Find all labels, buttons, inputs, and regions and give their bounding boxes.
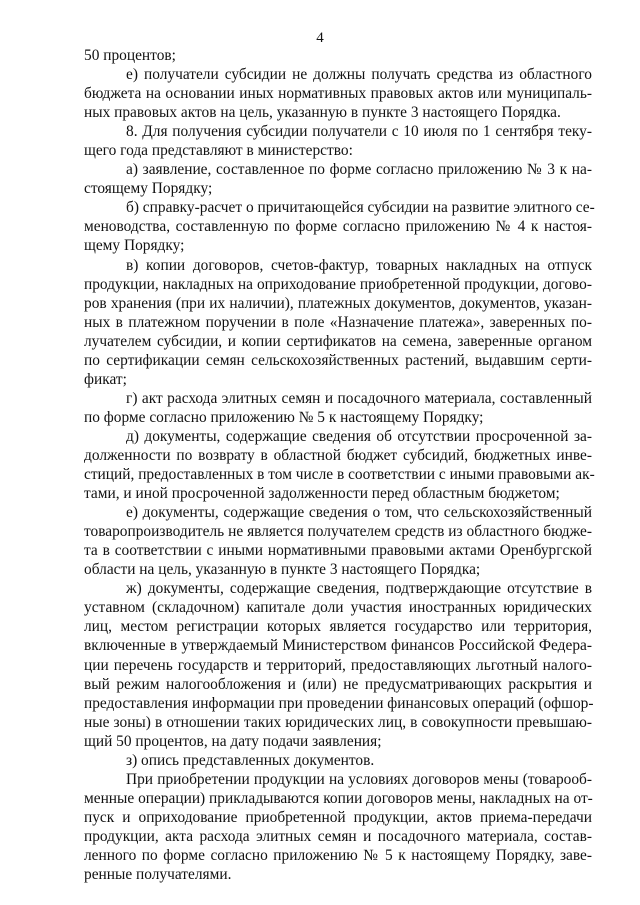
text-line: При приобретении продукции на условиях договоров мены (товарооб- (126, 770, 592, 788)
text-line: меноводства, составленную по форме согласно приложению № 4 к настоя- (84, 218, 592, 236)
text-line: уставном (складочном) капитале доли участия иностранных юридических (84, 599, 592, 617)
text-line: 50 процентов; (84, 47, 176, 64)
text-line: в) копии договоров, счетов-фактур, товарных накладных на отпуск (126, 256, 592, 274)
text-line: по форме согласно приложению № 5 к настоящему Порядку; (84, 408, 484, 426)
text-line: та в соответствии с иными нормативными правовыми актами Оренбургской (84, 542, 592, 560)
text-line: г) акт расхода элитных семян и посадочного материала, составленный (126, 389, 592, 407)
text-line: стиций, предоставленных в том числе в соответствии с иными правовыми ак- (84, 466, 595, 484)
text-line: бюджета на основании иных нормативных правовых актов или муниципаль- (84, 85, 592, 103)
text-line: ров хранения (при их наличии), платежных документов, документов, указан- (84, 294, 592, 312)
text-line: щему Порядку; (84, 237, 185, 255)
text-line: ж) документы, содержащие сведения, подтверждающие отсутствие в (126, 580, 592, 598)
text-line: области на цель, указанную в пункте 3 настоящего Порядка; (84, 561, 481, 579)
text-line: лиц, местом регистрации которых является государство или территория, (84, 618, 592, 636)
text-line: продукции, накладных на оприходование приобретенной продукции, догово- (84, 275, 592, 293)
paragraph (84, 579, 592, 750)
text-line: фикат; (84, 370, 127, 388)
text-line: вый режим налогообложения и (или) не предусматривающих раскрытия и (84, 675, 592, 693)
text-line: 8. Для получения субсидии получатели с 10 июля по 1 сентября теку- (126, 123, 592, 141)
text-line: з) опись представленных документов. (126, 751, 375, 769)
text-line: по сертификации семян сельскохозяйственных растений, выдавшим серти- (84, 351, 592, 369)
paragraph (84, 503, 592, 579)
text-line: тами, и иной просроченной задолженности перед областным бюджетом; (84, 485, 560, 503)
text-line: щего года представляют в министерство: (84, 142, 353, 160)
text-line: ных правовых актов на цель, указанную в пункте 3 настоящего Порядка. (84, 104, 561, 122)
text-line: стоящему Порядку; (84, 180, 213, 198)
page-number: 4 (316, 30, 324, 46)
text-line: ных в платежном поручении в поле «Назначение платежа», заверенных по- (84, 313, 592, 331)
paragraph (84, 46, 592, 65)
text-line: пуск и оприходование приобретенной продукции, актов приема-передачи (84, 808, 592, 826)
text-line: продукции, акта расхода элитных семян и посадочного материала, состав- (84, 827, 592, 845)
text-line: лучателем субсидии, и копии сертификатов на семена, заверенные органом (84, 332, 592, 350)
text-line: б) справку-расчет о причитающейся субсидии на развитие элитного се- (126, 199, 595, 217)
paragraph (84, 122, 592, 160)
paragraph (84, 770, 592, 884)
paragraph (84, 160, 592, 198)
paragraph (84, 751, 592, 770)
text-line: е) документы, содержащие сведения о том, что сельскохозяйственный (126, 504, 592, 522)
text-line: предоставления информации при проведении финансовых операций (офшор- (84, 694, 594, 712)
paragraph (84, 256, 592, 389)
text-line: товаропроизводитель не является получателем средств из областного бюдже- (84, 523, 592, 541)
text-line: включенные в утверждаемый Министерством финансов Российской Федера- (84, 637, 592, 655)
document-body (84, 46, 595, 884)
text-line: щий 50 процентов, на дату подачи заявления; (84, 732, 382, 750)
paragraph (84, 65, 592, 122)
paragraph (84, 198, 595, 255)
text-line: ции перечень государств и территорий, предоставляющих льготный налого- (84, 656, 592, 674)
text-line: ренные получателями. (84, 866, 232, 884)
text-line: долженности по возврату в областной бюджет субсидий, бюджетных инве- (84, 446, 592, 464)
text-line: ленного по форме согласно приложению № 5 к настоящему Порядку, заве- (84, 846, 592, 864)
text-line: менные операции) прикладываются копии договоров мены, накладных на от- (84, 789, 593, 807)
text-line: е) получатели субсидии не должны получать средства из областного (126, 66, 592, 84)
paragraph (84, 389, 592, 427)
text-line: д) документы, содержащие сведения об отсутствии просроченной за- (126, 427, 592, 445)
text-line: а) заявление, составленное по форме согласно приложению № 3 к на- (126, 161, 592, 179)
paragraph (84, 427, 595, 503)
text-line: ные зоны) в отношении таких юридических лиц, в совокупности превышаю- (84, 713, 592, 731)
